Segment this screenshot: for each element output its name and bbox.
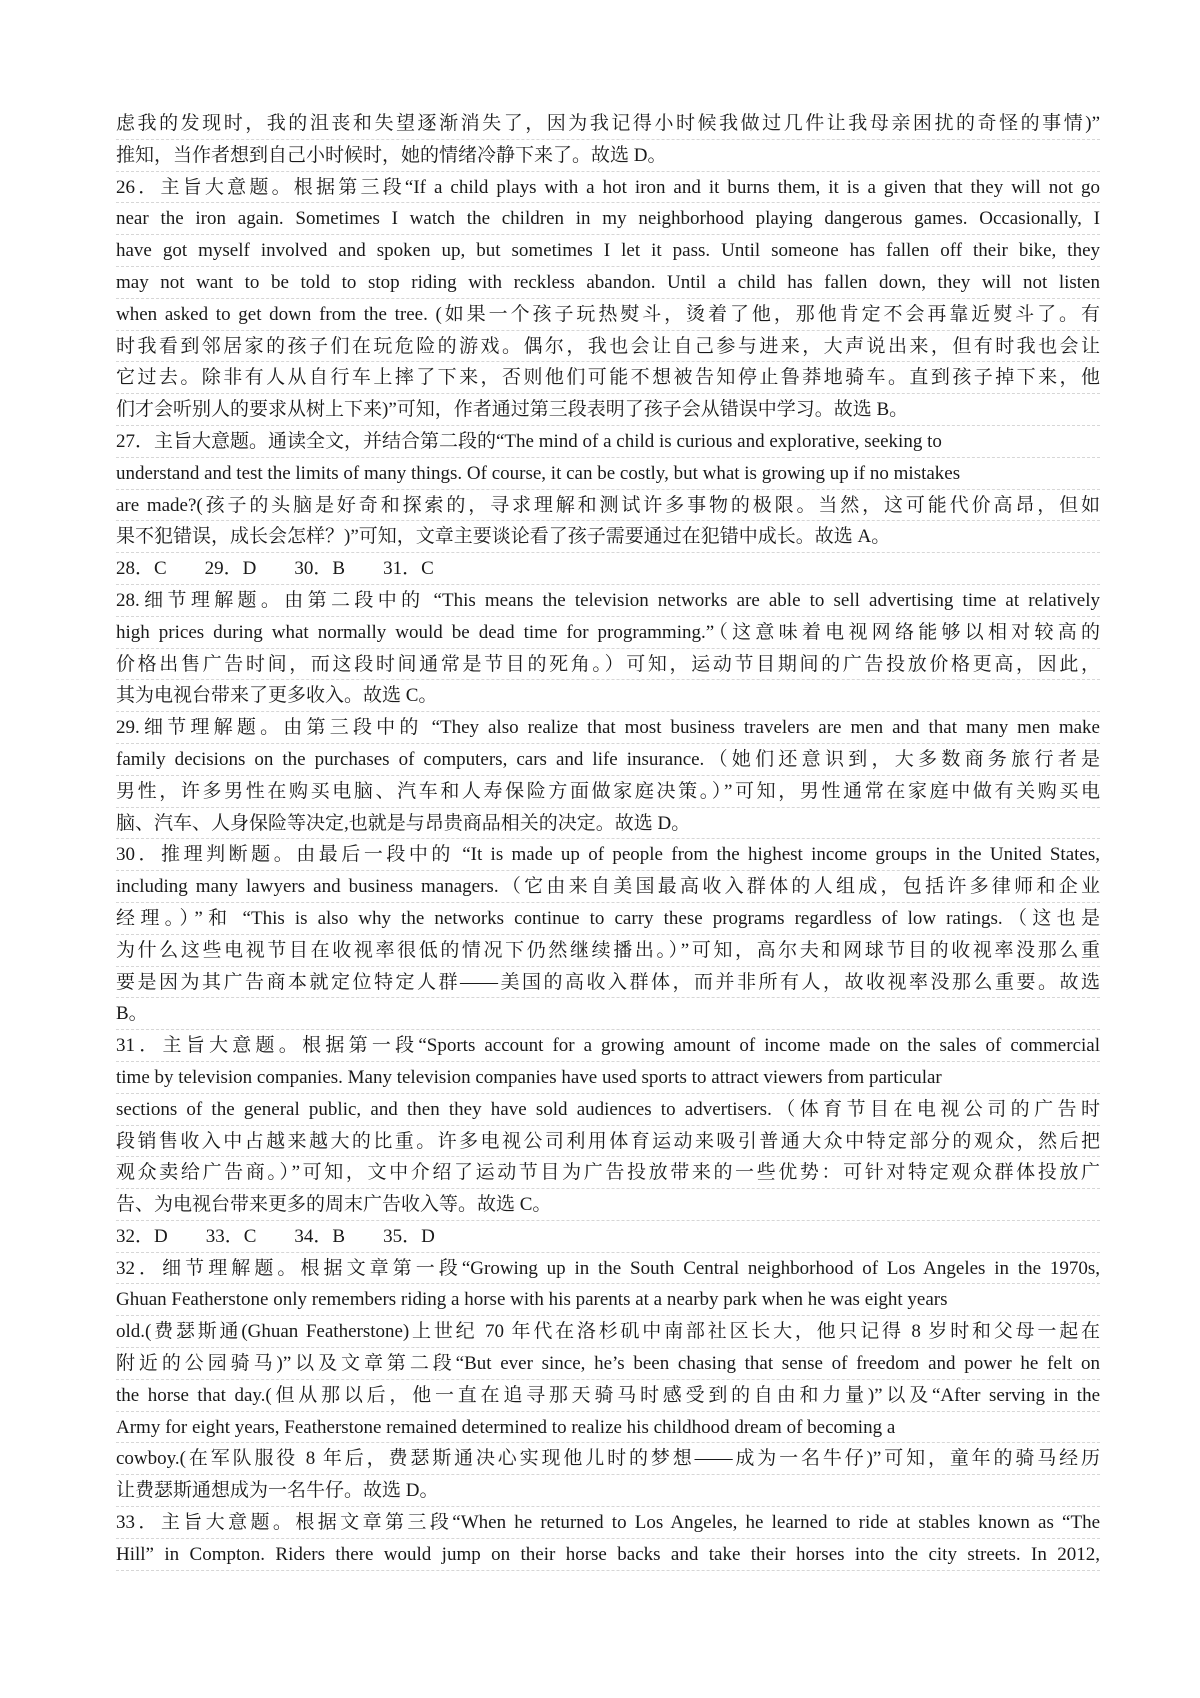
text-line: the horse that day.(但从那以后，他一直在追寻那天骑马时感受到的自由和力量)”以及“After serving in the: [116, 1380, 1100, 1412]
text-line: including many lawyers and business managers.（它由来自美国最高收入群体的人组成，包括许多律师和企业: [116, 871, 1100, 903]
text-line: 26．主旨大意题。根据第三段“If a child plays with a hot iron and it burns them, it is a given that they will not go: [116, 172, 1100, 204]
text-line: cowboy.(在军队服役 8 年后，费瑟斯通决心实现他儿时的梦想——成为一名牛仔)”可知，童年的骑马经历: [116, 1443, 1100, 1475]
text-line: 们才会听别人的要求从树上下来)”可知，作者通过第三段表明了孩子会从错误中学习。故选 B。: [116, 394, 1100, 426]
text-line: high prices during what normally would be dead time for programming.”（这意味着电视网络能够以相对较高的: [116, 617, 1100, 649]
text-line: 33．主旨大意题。根据文章第三段“When he returned to Los Angeles, he learned to ride at stables known as “The: [116, 1507, 1100, 1539]
text-line: are made?(孩子的头脑是好奇和探索的，寻求理解和测试许多事物的极限。当然，这可能代价高昂，但如: [116, 490, 1100, 522]
text-line: understand and test the limits of many things. Of course, it can be costly, but what is growing up if no mistakes: [116, 458, 1100, 490]
text-line: Ghuan Featherstone only remembers riding a horse with his parents at a nearby park when he was eight years: [116, 1284, 1100, 1316]
text-line: Hill” in Compton. Riders there would jump on their horse backs and take their horses into the city streets. In 2012,: [116, 1539, 1100, 1571]
text-line: 其为电视台带来了更多收入。故选 C。: [116, 680, 1100, 712]
text-line: 为什么这些电视节目在收视率很低的情况下仍然继续播出。）”可知，高尔夫和网球节目的收视率没那么重: [116, 935, 1100, 967]
text-line: may not want to be told to stop riding with reckless abandon. Until a child has fallen down, they will not listen: [116, 267, 1100, 299]
text-line: 31．主旨大意题。根据第一段“Sports account for a growing amount of income made on the sales of commercial: [116, 1030, 1100, 1062]
text-line: 时我看到邻居家的孩子们在玩危险的游戏。偶尔，我也会让自己参与进来，大声说出来，但有时我也会让: [116, 331, 1100, 363]
text-line: near the iron again. Sometimes I watch the children in my neighborhood playing dangerous games. Occasionally, I: [116, 203, 1100, 235]
text-line: 告、为电视台带来更多的周末广告收入等。故选 C。: [116, 1189, 1100, 1221]
text-line: 果不犯错误，成长会怎样？)”可知，文章主要谈论看了孩子需要通过在犯错中成长。故选 A。: [116, 521, 1100, 553]
text-line: 脑、汽车、人身保险等决定,也就是与昂贵商品相关的决定。故选 D。: [116, 808, 1100, 840]
text-line: 段销售收入中占越来越大的比重。许多电视公司利用体育运动来吸引普通大众中特定部分的观众，然后把: [116, 1126, 1100, 1158]
text-line: 要是因为其广告商本就定位特定人群——美国的高收入群体，而并非所有人，故收视率没那么重要。故选: [116, 967, 1100, 999]
text-line: 28．C 29．D 30．B 31．C: [116, 553, 1100, 585]
text-line: 观众卖给广告商。）”可知，文中介绍了运动节目为广告投放带来的一些优势：可针对特定观众群体投放广: [116, 1157, 1100, 1189]
text-line: 推知，当作者想到自己小时候时，她的情绪冷静下来了。故选 D。: [116, 140, 1100, 172]
text-line: 它过去。除非有人从自行车上摔了下来，否则他们可能不想被告知停止鲁莽地骑车。直到孩子掉下来，他: [116, 362, 1100, 394]
text-line: 32．细节理解题。根据文章第一段“Growing up in the South Central neighborhood of Los Angeles in the 1970s,: [116, 1253, 1100, 1285]
text-line: 32．D 33．C 34．B 35．D: [116, 1221, 1100, 1253]
text-line: Army for eight years, Featherstone remained determined to realize his childhood dream of becoming a: [116, 1412, 1100, 1444]
text-line: 经理。）”和 “This is also why the networks continue to carry these programs regardless of low ratings.（这也是: [116, 903, 1100, 935]
text-line: when asked to get down from the tree. (如果一个孩子玩热熨斗，烫着了他，那他肯定不会再靠近熨斗了。有: [116, 299, 1100, 331]
text-line: sections of the general public, and then they have sold audiences to advertisers.（体育节目在电视公司的广告时: [116, 1094, 1100, 1126]
text-line: old.(费瑟斯通(Ghuan Featherstone)上世纪 70 年代在洛杉矶中南部社区长大，他只记得 8 岁时和父母一起在: [116, 1316, 1100, 1348]
text-line: have got myself involved and spoken up, but sometimes I let it pass. Until someone has fallen off their bike, they: [116, 235, 1100, 267]
text-line: 27．主旨大意题。通读全文，并结合第二段的“The mind of a child is curious and explorative, seeking to: [116, 426, 1100, 458]
text-line: 29.细节理解题。由第三段中的 “They also realize that most business travelers are men and that many men make: [116, 712, 1100, 744]
text-line: 价格出售广告时间，而这段时间通常是节目的死角。）可知，运动节目期间的广告投放价格更高，因此，: [116, 649, 1100, 681]
text-line: 虑我的发现时，我的沮丧和失望逐渐消失了，因为我记得小时候我做过几件让我母亲困扰的奇怪的事情)”: [116, 108, 1100, 140]
text-line: time by television companies. Many television companies have used sports to attract viewers from particular: [116, 1062, 1100, 1094]
text-line: B。: [116, 998, 1100, 1030]
text-line: 30．推理判断题。由最后一段中的 “It is made up of people from the highest income groups in the United States,: [116, 839, 1100, 871]
text-line: 男性，许多男性在购买电脑、汽车和人寿保险方面做家庭决策。）”可知，男性通常在家庭中做有关购买电: [116, 776, 1100, 808]
text-line: family decisions on the purchases of computers, cars and life insurance.（她们还意识到，大多数商务旅行者是: [116, 744, 1100, 776]
text-line: 28.细节理解题。由第二段中的 “This means the television networks are able to sell advertising time at relatively: [116, 585, 1100, 617]
text-line: 附近的公园骑马)”以及文章第二段“But ever since, he’s been chasing that sense of freedom and power he felt on: [116, 1348, 1100, 1380]
text-line: 让费瑟斯通想成为一名牛仔。故选 D。: [116, 1475, 1100, 1507]
